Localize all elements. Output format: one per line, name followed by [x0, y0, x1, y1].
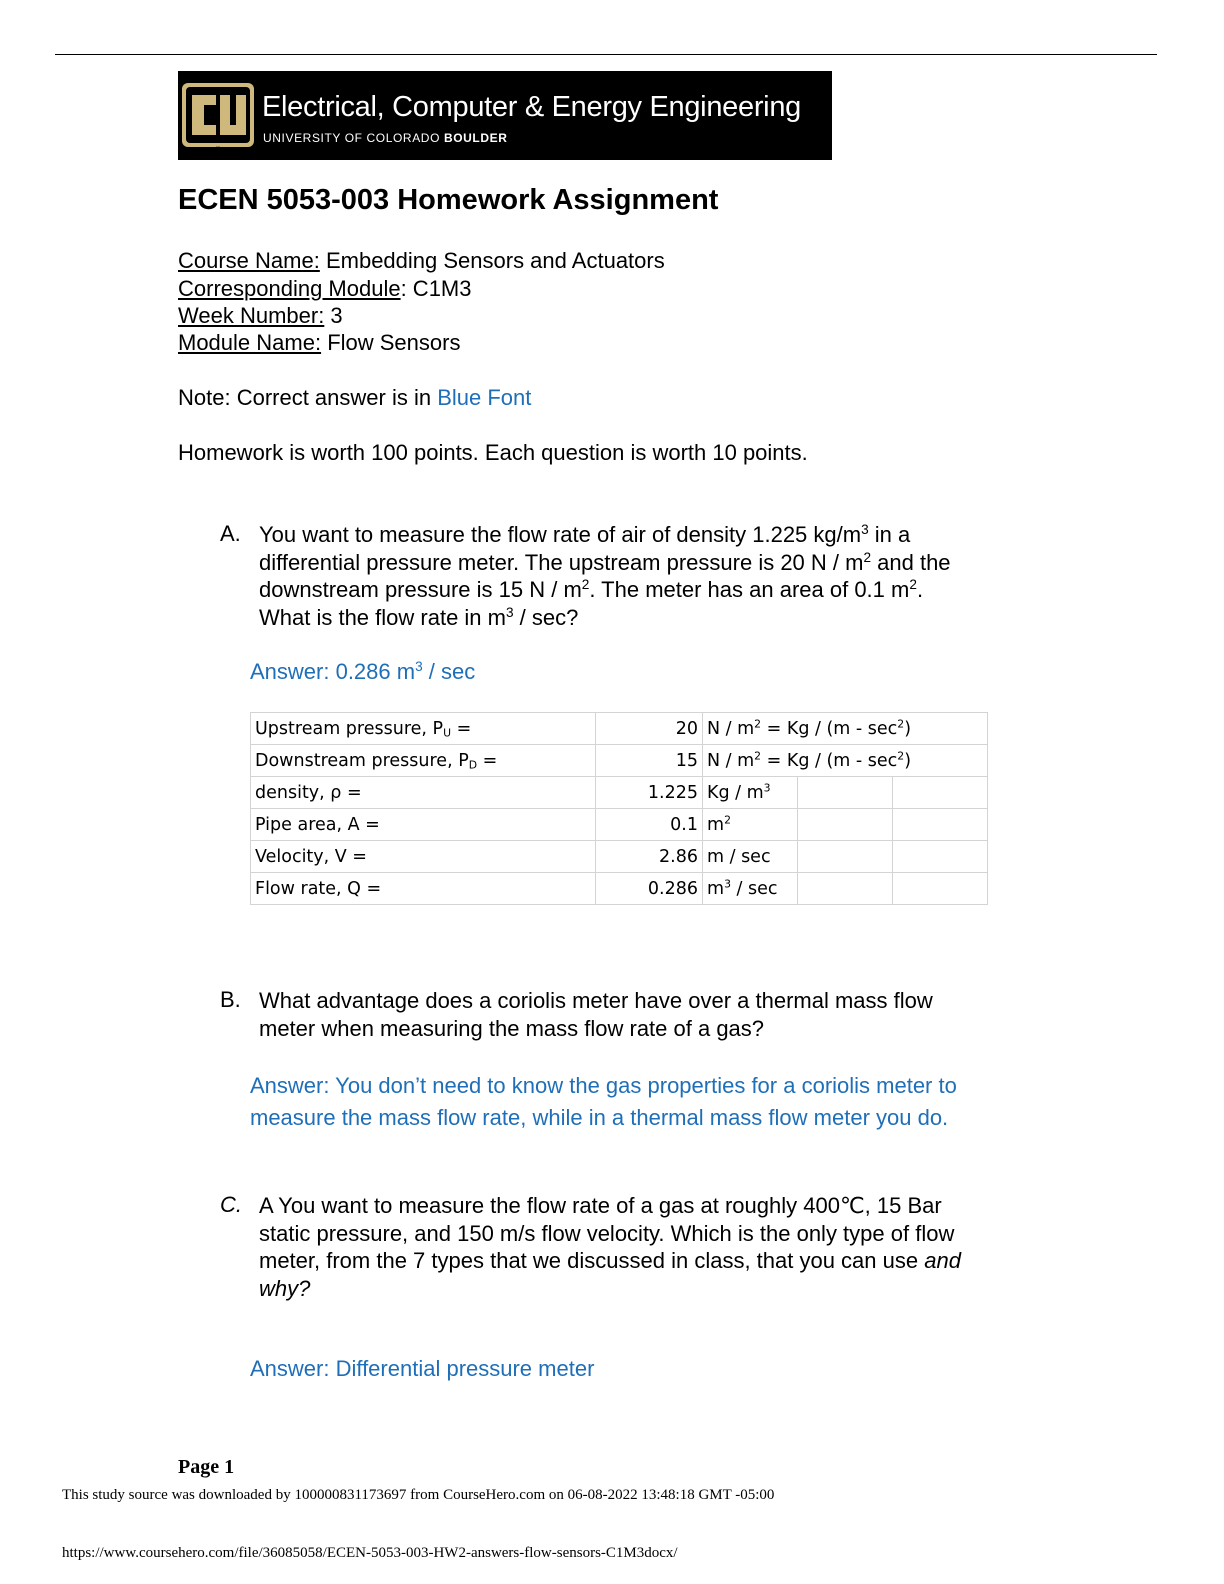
table-cell-unit: Kg / $m^3$: [703, 777, 798, 809]
table-cell-label: Pipe area, A =: [251, 809, 596, 841]
table-row: [251, 809, 988, 841]
question-b-text: What advantage does a coriolis meter have over a thermal mass flow meter when measuring the mass flow rate of a gas?: [259, 988, 933, 1041]
question-b-marker: B.: [220, 987, 241, 1012]
table-cell-unit: m / sec: [703, 841, 798, 873]
module-line: Corresponding Module: C1M3: [178, 276, 472, 301]
page-title: ECEN 5053-003 Homework Assignment: [178, 184, 719, 216]
svg-text:CU: CU: [215, 145, 221, 149]
table-cell-empty: [798, 841, 893, 873]
cu-logo-icon: [182, 79, 254, 151]
answer-c: Answer: Differential pressure meter: [250, 1356, 595, 1381]
question-a-text: You want to measure the flow rate of air of density 1.225 $kg/m^3$ in a differential pressure meter. The upstream pressure is 20 N / $m^2$ and the downstream pressure is 15 N / $m^2$. The meter has an area of 0.1 $m^2$. What is the flow rate in $m^3$ / sec?: [259, 521, 951, 630]
table-row: [251, 777, 988, 809]
source-footer: This study source was downloaded by 100000831173697 from CourseHero.com on 06-08-2022 13:48:18 GMT -05:00: [62, 1487, 775, 1503]
answer-a: Answer: 0.286 $m^3$ / sec: [250, 658, 476, 684]
worth-line: Homework is worth 100 points. Each question is worth 10 points.: [178, 440, 808, 465]
top-rule: [55, 54, 1157, 55]
table-row: [251, 873, 988, 905]
source-url[interactable]: https://www.coursehero.com/file/36085058/ECEN-5053-003-HW2-answers-flow-sensors-C1M3docx/: [62, 1545, 678, 1561]
answer-b: Answer: You don’t need to know the gas properties for a coriolis meter to measure the mass flow rate, while in a thermal mass flow meter you do.: [250, 1073, 957, 1130]
table-row: [251, 713, 988, 745]
question-c-marker: C.: [220, 1192, 242, 1217]
table-cell-label: Velocity, V =: [251, 841, 596, 873]
table-cell-empty: [798, 809, 893, 841]
table-cell-label: Flow rate, Q =: [251, 873, 596, 905]
table-cell-unit: $m^2$: [703, 809, 798, 841]
week-line: Week Number: 3: [178, 303, 343, 328]
note-line: Note: Correct answer is in Blue Font: [178, 385, 532, 410]
table-cell-value: 0.1: [596, 809, 703, 841]
table-cell-unit: $m^3$ / sec: [703, 873, 798, 905]
table-cell-value: 1.225: [596, 777, 703, 809]
table-cell-label: Downstream pressure, $P_D$ =: [251, 745, 596, 777]
table-cell-empty: [798, 777, 893, 809]
table-cell-value: 15: [596, 745, 703, 777]
table-cell-label: Upstream pressure, $P_U$ =: [251, 713, 596, 745]
table-cell-value: 0.286: [596, 873, 703, 905]
calculation-table: [250, 712, 988, 905]
table-row: [251, 841, 988, 873]
module-name-line: Module Name: Flow Sensors: [178, 330, 461, 355]
table-cell-unit: $N / m^2 = Kg / (m - \sec^2)$: [703, 713, 988, 745]
question-a-marker: A.: [220, 521, 241, 546]
department-banner: [178, 71, 832, 160]
table-row: [251, 745, 988, 777]
university-name: UNIVERSITY OF COLORADO BOULDER: [263, 131, 508, 145]
table-cell-empty: [893, 841, 988, 873]
table-cell-empty: [798, 873, 893, 905]
table-cell-empty: [893, 809, 988, 841]
table-cell-empty: [893, 777, 988, 809]
table-cell-unit: $N / m^2 = Kg / (m - \sec^2)$: [703, 745, 988, 777]
table-cell-value: 2.86: [596, 841, 703, 873]
department-name: Electrical, Computer & Energy Engineering: [262, 91, 801, 123]
course-name-line: Course Name: Embedding Sensors and Actuators: [178, 248, 665, 273]
table-cell-empty: [893, 873, 988, 905]
page-number: Page 1: [178, 1456, 235, 1478]
question-c-text: A You want to measure the flow rate of a gas at roughly 400℃, 15 Bar static pressure, and 150 m/s flow velocity. Which is the only type of flow meter, from the 7 types that we discussed in class, that you can use and why?: [259, 1193, 961, 1301]
table-cell-value: 20: [596, 713, 703, 745]
table-cell-label: density, ρ =: [251, 777, 596, 809]
